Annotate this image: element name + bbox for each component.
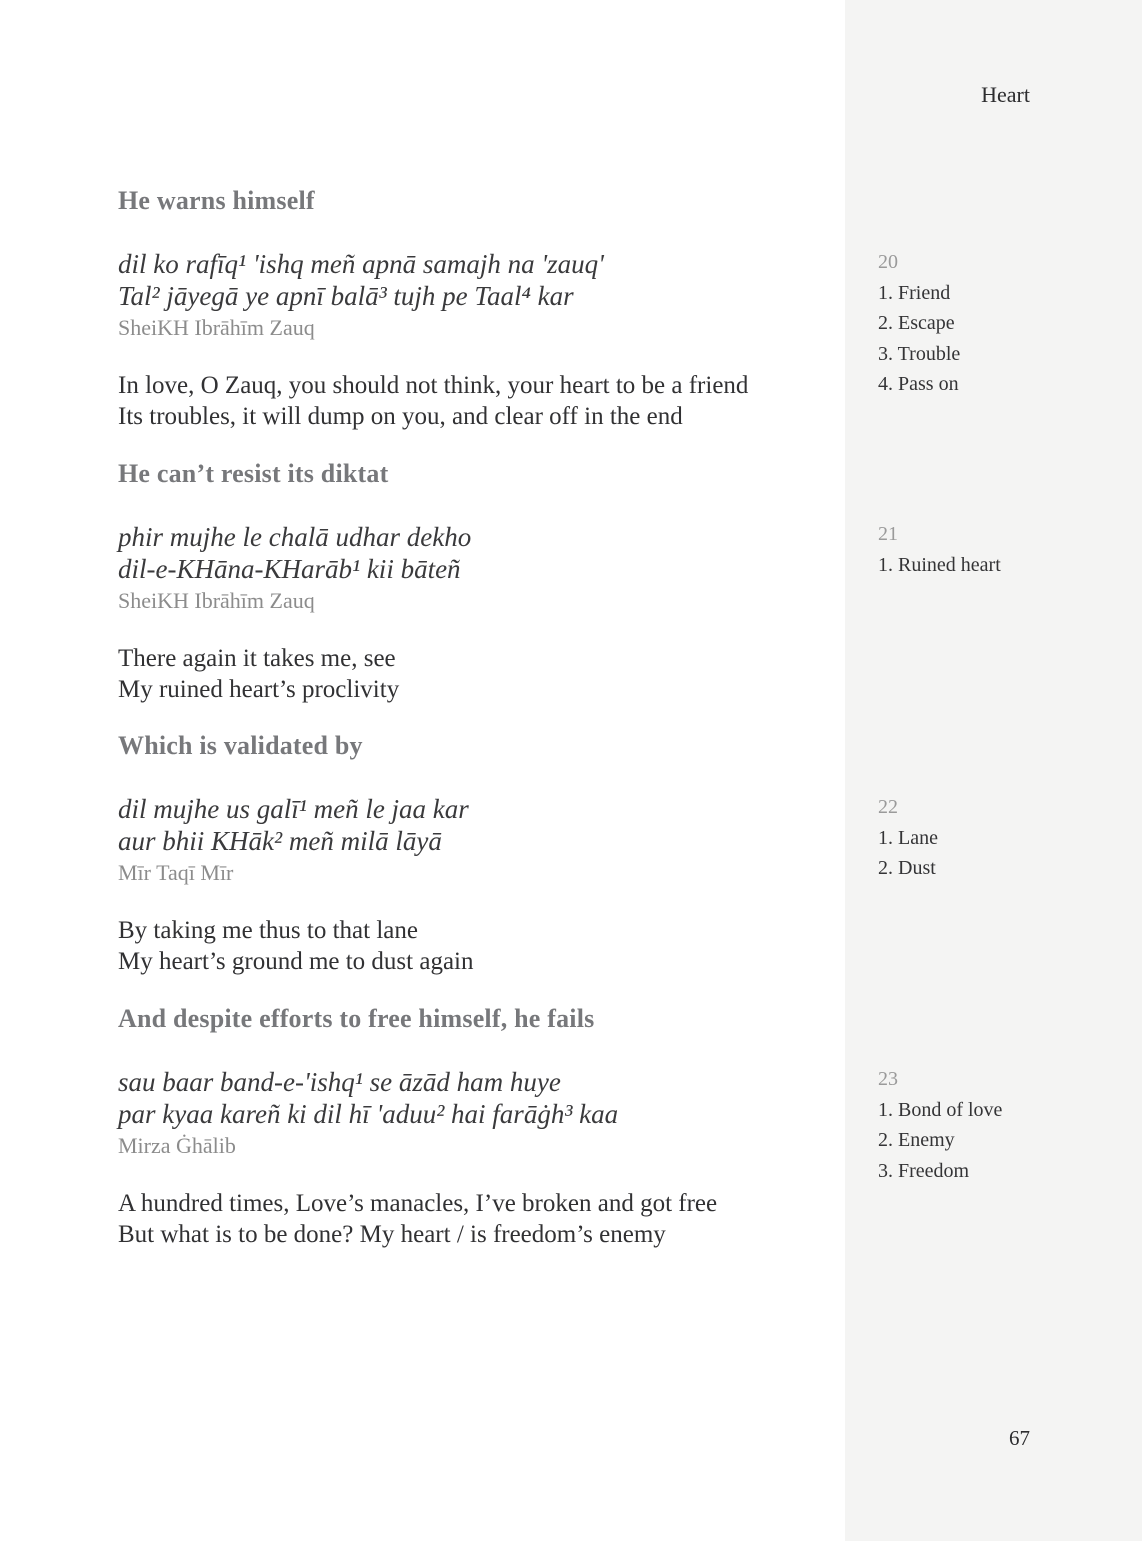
note-item: 4. Pass on [878, 373, 959, 395]
note-item: 3. Freedom [878, 1159, 970, 1182]
poem-section [118, 729, 833, 977]
note-group-20 [878, 247, 960, 400]
poet-attribution: Mīr Taqī Mīr [118, 860, 234, 885]
section-heading: He warns himself [118, 186, 315, 215]
poem-section [118, 457, 833, 705]
note-item: 1. Friend [878, 281, 951, 304]
note-number: 21 [878, 523, 898, 545]
translation-line: But what is to be done? My heart / is freedom’s enemy [118, 1221, 666, 1248]
note-item: 3. Trouble [878, 342, 961, 365]
note-item: 2. Dust [878, 857, 936, 879]
couplet-line: dil mujhe us galī¹ meñ le jaa kar [118, 794, 469, 824]
translation-line: My ruined heart’s proclivity [118, 676, 400, 703]
running-head: Heart [981, 82, 1030, 107]
note-item: 1. Lane [878, 826, 938, 849]
note-group-21 [878, 519, 1001, 580]
section-heading: And despite efforts to free himself, he fails [118, 1004, 595, 1033]
margin-sidebar [845, 0, 1142, 1541]
note-item: 2. Escape [878, 312, 955, 334]
poem-section [118, 184, 833, 432]
note-item: 2. Enemy [878, 1129, 955, 1151]
translation-line: By taking me thus to that lane [118, 917, 418, 944]
poet-attribution: Mirza Ġhālib [118, 1133, 236, 1158]
note-number: 22 [878, 796, 898, 818]
poet-attribution: SheiKH Ibrāhīm Zauq [118, 588, 315, 613]
translation-line: A hundred times, Love’s manacles, I’ve broken and got free [118, 1190, 718, 1217]
note-group-23 [878, 1064, 1002, 1186]
couplet-line: phir mujhe le chalā udhar dekho [118, 522, 472, 552]
note-group-22 [878, 792, 938, 884]
couplet-line: Tal² jāyegā ye apnī balā³ tujh pe Taal⁴ kar [118, 281, 574, 311]
couplet-line: sau baar band-e-'ishq¹ se āzād ham huye [118, 1067, 561, 1097]
translation-line: In love, O Zauq, you should not think, your heart to be a friend [118, 372, 749, 399]
page-number: 67 [1009, 1426, 1030, 1450]
couplet-line: dil-e-KHāna-KHarāb¹ kii bāteñ [118, 554, 461, 584]
section-heading: Which is validated by [118, 731, 363, 760]
couplet-line: aur bhii KHāk² meñ milā lāyā [118, 826, 442, 856]
translation-line: There again it takes me, see [118, 645, 396, 672]
couplet-line: dil ko rafīq¹ 'ishq meñ apnā samajh na 'zauq' [118, 249, 604, 279]
note-item: 1. Ruined heart [878, 553, 1001, 576]
poem-section [118, 1002, 833, 1250]
note-number: 20 [878, 251, 898, 273]
translation-line: Its troubles, it will dump on you, and clear off in the end [118, 403, 683, 430]
note-item: 1. Bond of love [878, 1098, 1003, 1121]
poet-attribution: SheiKH Ibrāhīm Zauq [118, 315, 315, 340]
couplet-line: par kyaa kareñ ki dil hī 'aduu² hai farāġh³ kaa [118, 1099, 619, 1129]
note-number: 23 [878, 1068, 898, 1090]
translation-line: My heart’s ground me to dust again [118, 948, 474, 975]
section-heading: He can’t resist its diktat [118, 459, 389, 488]
